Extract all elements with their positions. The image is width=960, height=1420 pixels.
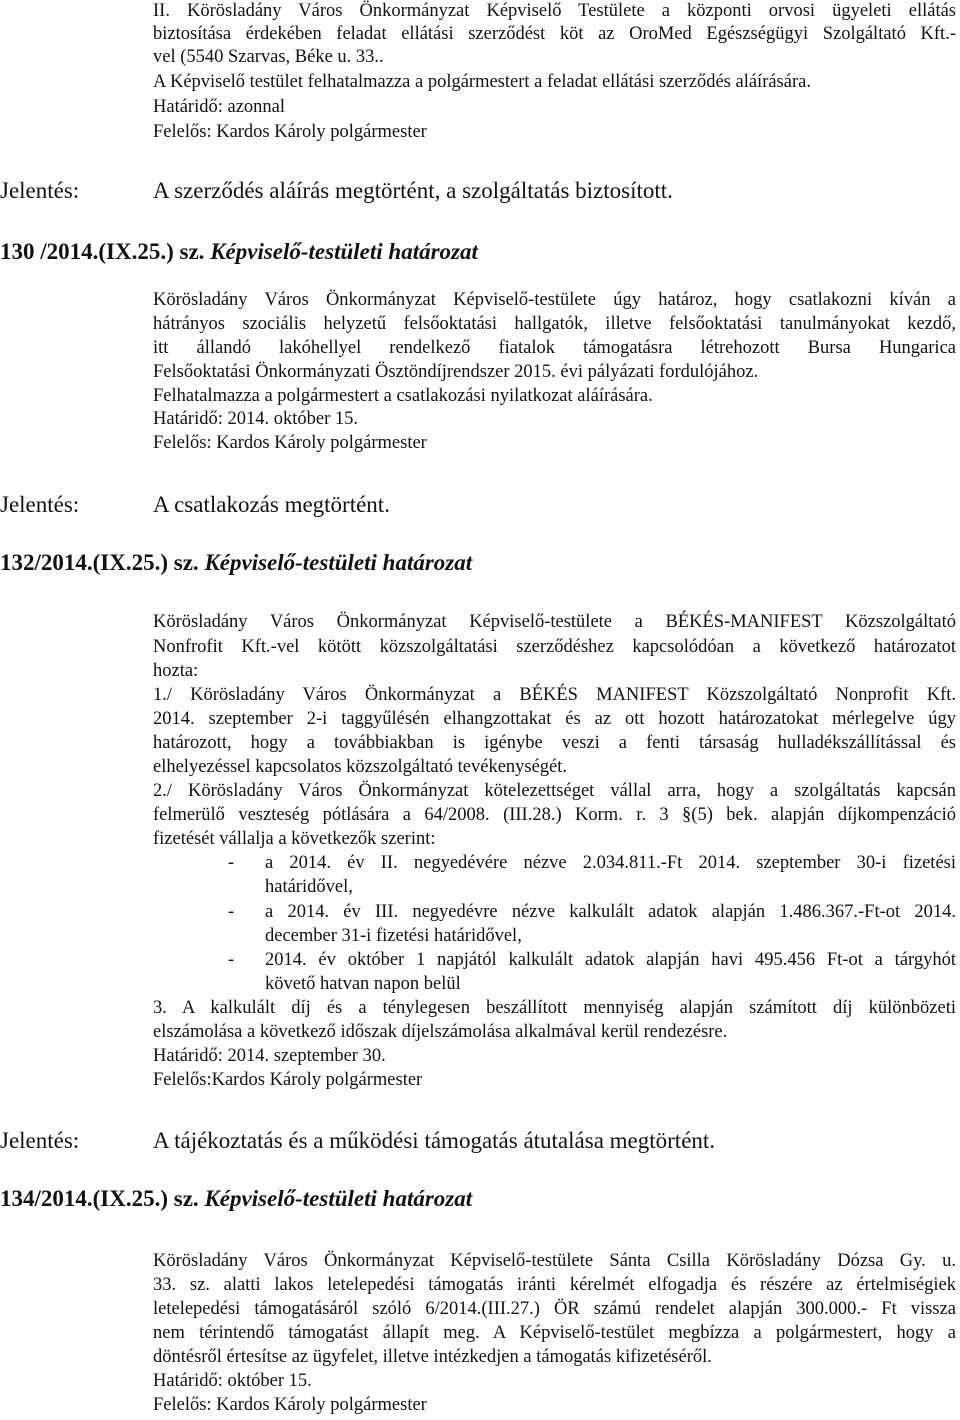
body-line: hátrányos szociális helyzetű felsőoktatási hallgatók, illetve felsőoktatási tanulmányokat kezdő,	[153, 314, 956, 334]
intro-line: A Képviselő testület felhatalmazza a polgármestert a feladat ellátási szerződés aláírására.	[153, 72, 811, 92]
resolution-heading	[0, 551, 472, 574]
resolution-title: Képviselő-testületi határozat	[204, 1186, 473, 1211]
report-text: A szerződés aláírás megtörtént, a szolgáltatás biztosított.	[153, 178, 673, 203]
list-item-line: 2014. év október 1 napjától kalkulált adatok alapján havi 495.456 Ft-ot a tárgyhót	[265, 950, 956, 970]
body-line: Körösladány Város Önkormányzat Képviselő-testülete úgy határoz, hogy csatlakozni kíván a	[153, 290, 956, 310]
body-line: Felhatalmazza a polgármestert a csatlakozási nyilatkozat aláírására.	[153, 386, 653, 406]
body-line: Körösladány Város Önkormányzat Képviselő-testülete a BÉKÉS-MANIFEST Közszolgáltató	[153, 612, 956, 632]
body-line: határozott, hogy a továbbiakban is igénybe veszi a fenti társaság hulladékszállítással és	[153, 733, 956, 753]
resolution-heading	[0, 1187, 472, 1210]
deadline-line: Határidő: azonnal	[153, 97, 286, 117]
report-label: Jelentés:	[0, 1128, 80, 1153]
list-dash: -	[228, 902, 235, 922]
body-line: nem térintendő támogatást állapít meg. A Képviselő-testület megbízza a polgármestert, hogy a	[153, 1323, 956, 1343]
resolution-number: 130 /2014.(IX.25.) sz.	[0, 239, 205, 264]
list-item-line: a 2014. év III. negyedévre nézve kalkulált adatok alapján 1.486.367.-Ft-ot 2014.	[265, 902, 956, 922]
list-dash: -	[228, 950, 235, 970]
body-line: itt állandó lakóhellyel rendelkező fiatalok támogatásra létrehozott Bursa Hungarica	[153, 338, 956, 358]
report-text: A csatlakozás megtörtént.	[153, 492, 390, 517]
list-item-line: a 2014. év II. negyedévére nézve 2.034.811.-Ft 2014. szeptember 30-i fizetési	[265, 853, 956, 873]
deadline-line: Határidő: 2014. szeptember 30.	[153, 1046, 386, 1066]
resolution-number: 134/2014.(IX.25.) sz.	[0, 1186, 199, 1211]
body-line: 1./ Körösladány Város Önkormányzat a BÉKÉS MANIFEST Közszolgáltató Nonprofit Kft.	[153, 685, 956, 705]
body-line: felmerülő veszteség pótlására a 64/2008. (III.28.) Korm. r. 3 §(5) bek. alapján díjkompenzáció	[153, 805, 956, 825]
body-line: 2./ Körösladány Város Önkormányzat kötelezettséget vállal arra, hogy a szolgáltatás kapcsán	[153, 781, 956, 801]
deadline-line: Határidő: október 15.	[153, 1371, 312, 1391]
resolution-heading	[0, 240, 478, 263]
intro-line: biztosítása érdekében feladat ellátási szerződést köt az OroMed Egészségügyi Szolgáltató Kft.-	[153, 24, 956, 44]
body-line: hozta:	[153, 661, 199, 681]
responsible-line: Felelős: Kardos Károly polgármester	[153, 122, 427, 142]
body-line: 3. A kalkulált díj és a ténylegesen beszállított mennyiség alapján számított díj különbözeti	[153, 998, 956, 1018]
deadline-line: Határidő: 2014. október 15.	[153, 409, 358, 429]
intro-line: vel (5540 Szarvas, Béke u. 33..	[153, 47, 384, 67]
body-line: Körösladány Város Önkormányzat Képviselő-testülete Sánta Csilla Körösladány Dózsa Gy. u.	[153, 1251, 956, 1271]
body-line: letelepedési támogatásáról szóló 6/2014.(III.27.) ÖR számú rendelet alapján 300.000.- Ft vissza	[153, 1299, 956, 1319]
body-line: 2014. szeptember 2-i taggyűlésén elhangzottakat és az ott hozott határozatokat mérlegelve úgy	[153, 709, 956, 729]
body-line: 33. sz. alatti lakos letelepedési támogatás iránti kérelmét elfogadja és részére az értelmiségiek	[153, 1275, 956, 1295]
report-label: Jelentés:	[0, 178, 80, 203]
body-line: fizetését vállalja a következők szerint:	[153, 829, 436, 849]
body-line: Felsőoktatási Önkormányzati Ösztöndíjrendszer 2015. évi pályázati fordulójához.	[153, 362, 759, 382]
list-dash: -	[228, 853, 235, 873]
report-label: Jelentés:	[0, 492, 80, 517]
responsible-line: Felelős:Kardos Károly polgármester	[153, 1070, 423, 1090]
body-line: Nonfrofit Kft.-vel kötött közszolgáltatási szerződéshez kapcsolódóan a következő határozatot	[153, 637, 956, 657]
responsible-line: Felelős: Kardos Károly polgármester	[153, 1395, 427, 1415]
responsible-line: Felelős: Kardos Károly polgármester	[153, 433, 427, 453]
body-line: döntésről értesítse az ügyfelet, illetve intézkedjen a támogatás kifizetéséről.	[153, 1347, 712, 1367]
list-item-line: követő hatvan napon belül	[265, 974, 461, 994]
body-line: elszámolása a következő időszak díjelszámolása alkalmával kerül rendezésre.	[153, 1022, 728, 1042]
intro-line: II. Körösladány Város Önkormányzat Képviselő Testülete a központi orvosi ügyeleti ellátás	[153, 1, 956, 21]
resolution-title: Képviselő-testületi határozat	[204, 550, 473, 575]
resolution-title: Képviselő-testületi határozat	[210, 239, 478, 264]
resolution-number: 132/2014.(IX.25.) sz.	[0, 550, 199, 575]
report-text: A tájékoztatás és a működési támogatás átutalása megtörtént.	[153, 1128, 716, 1153]
list-item-line: december 31-i fizetési határidővel,	[265, 926, 522, 946]
list-item-line: határidővel,	[265, 877, 353, 897]
body-line: elhelyezéssel kapcsolatos közszolgáltató tevékenységét.	[153, 757, 568, 777]
